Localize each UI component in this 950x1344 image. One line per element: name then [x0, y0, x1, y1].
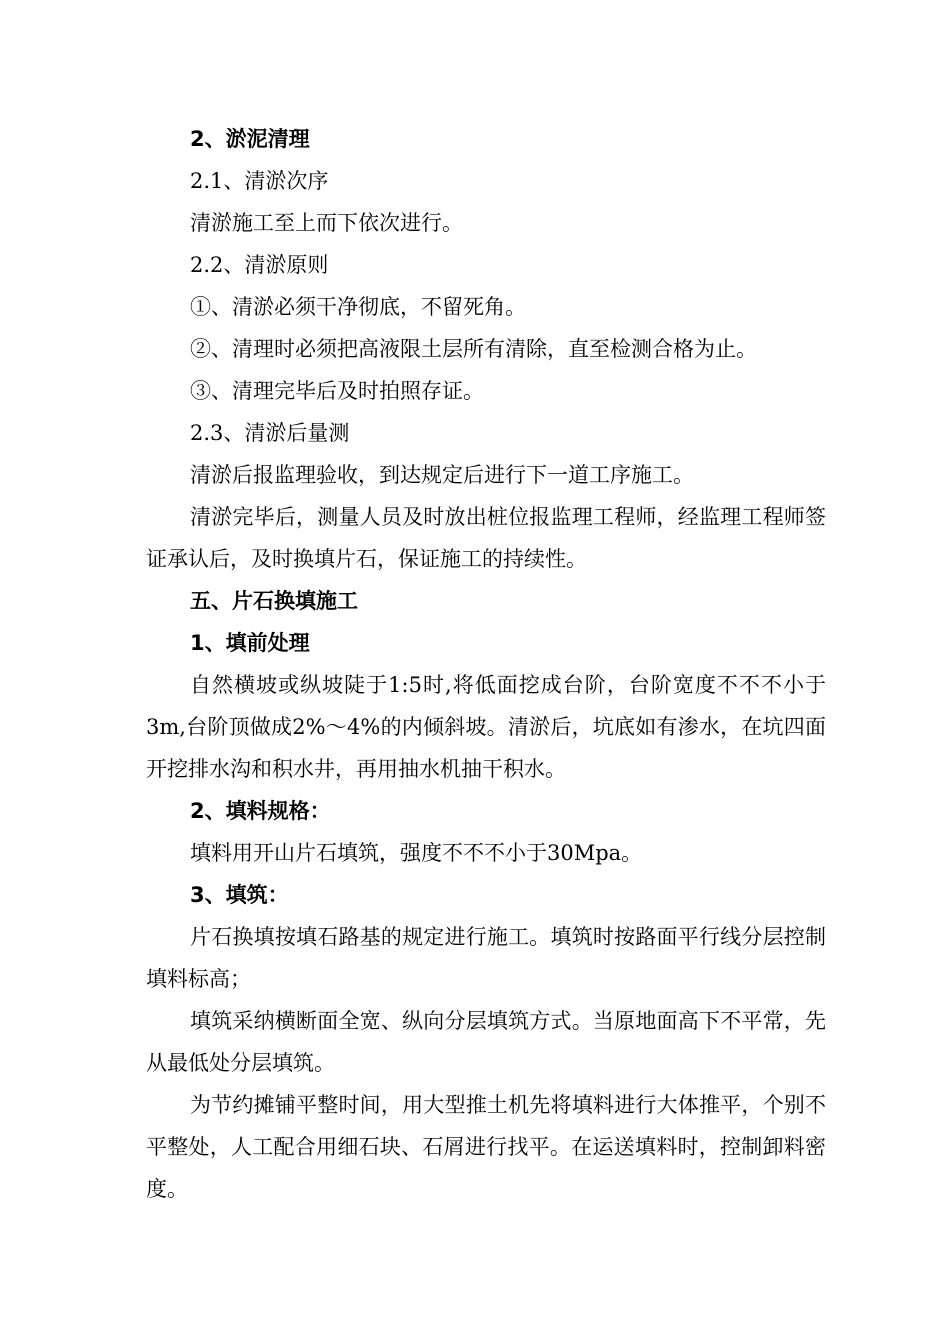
section-heading: 2、填料规格：	[190, 799, 331, 823]
list-item: ③、清理完毕后及时拍照存证。	[190, 379, 484, 403]
subsection-heading: 2.2、清淤原则	[190, 253, 329, 277]
body-paragraph: 清淤后报监理验收，到达规定后进行下一道工序施工。	[190, 463, 694, 487]
section-heading: 3、填筑：	[190, 883, 289, 907]
subsection-heading: 2.1、清淤次序	[190, 169, 329, 193]
body-paragraph: 填料用开山片石填筑，强度不不不小于30Mpa。	[190, 841, 643, 865]
body-paragraph: 片石换填按填石路基的规定进行施工。填筑时按路面平行线分层控制填料标高；	[146, 925, 826, 991]
list-item: ②、清理时必须把高液限土层所有清除，直至检测合格为止。	[190, 337, 757, 361]
body-paragraph: 填筑采纳横断面全宽、纵向分层填筑方式。当原地面高下不平常，先从最低处分层填筑。	[146, 1009, 826, 1075]
body-paragraph: 为节约摊铺平整时间，用大型推土机先将填料进行大体推平，个别不平整处，人工配合用细石块、石屑进行找平。在运送填料时，控制卸料密度。	[146, 1093, 826, 1201]
section-heading: 2、淤泥清理	[190, 127, 310, 151]
chapter-heading: 五、片石换填施工	[190, 589, 358, 613]
subsection-heading: 2.3、清淤后量测	[190, 421, 350, 445]
body-paragraph: 清淤完毕后，测量人员及时放出桩位报监理工程师，经监理工程师签证承认后，及时换填片石，保证施工的持续性。	[146, 505, 826, 571]
section-heading: 1、填前处理	[190, 631, 310, 655]
document-body	[146, 118, 826, 1210]
body-paragraph: 自然横坡或纵坡陡于1:5时,将低面挖成台阶，台阶宽度不不不小于3m,台阶顶做成2%～4%的内倾斜坡。清淤后，坑底如有渗水，在坑四面开挖排水沟和积水井，再用抽水机抽干积水。	[146, 673, 826, 781]
list-item: ①、清淤必须干净彻底，不留死角。	[190, 295, 526, 319]
body-paragraph: 清淤施工至上而下依次进行。	[190, 211, 463, 235]
